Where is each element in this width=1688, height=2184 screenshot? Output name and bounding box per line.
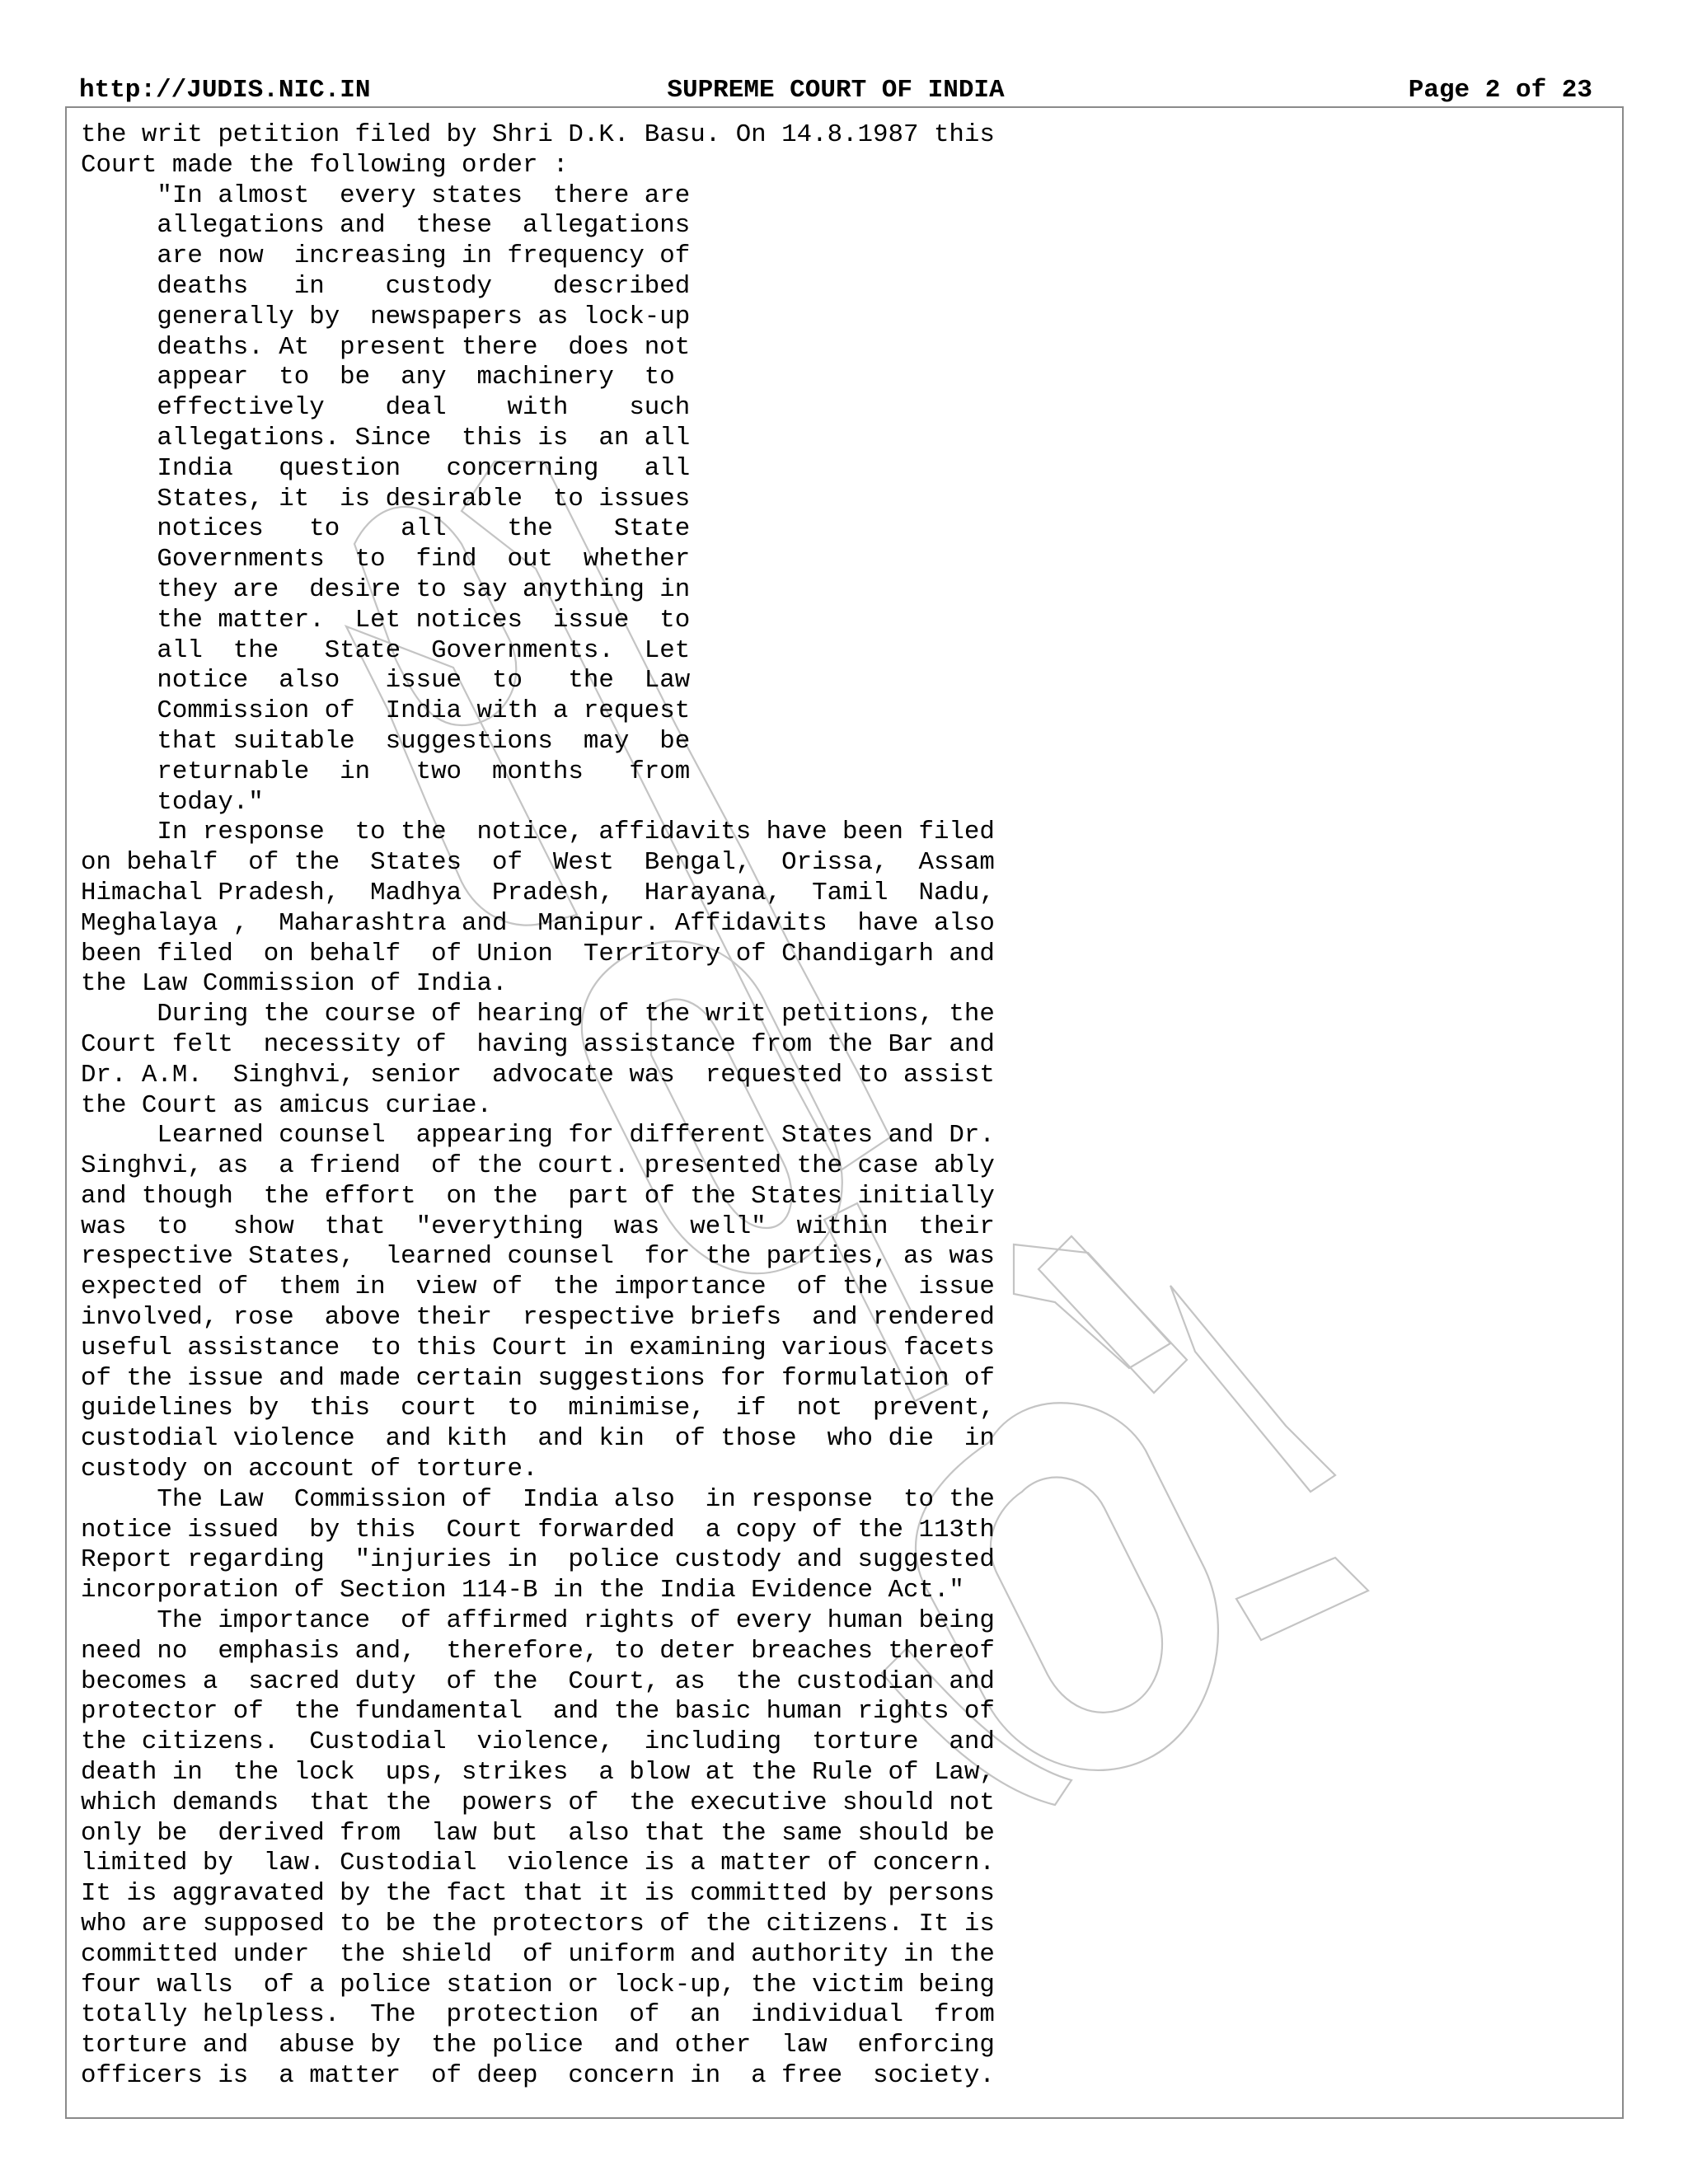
text-line: today." <box>81 787 264 817</box>
text-line: Governments to find out whether <box>81 545 691 574</box>
text-line: The Law Commission of India also in response to the <box>81 1484 995 1514</box>
text-line: During the course of hearing of the writ petitions, the <box>81 1000 995 1029</box>
text-line: who are supposed to be the protectors of the citizens. It is <box>81 1910 995 1939</box>
text-line: need no emphasis and, therefore, to deter breaches thereof <box>81 1636 995 1666</box>
court-title: SUPREME COURT OF INDIA <box>667 76 1005 105</box>
text-line: the Law Commission of India. <box>81 969 508 999</box>
text-line: deaths. At present there does not <box>81 332 691 362</box>
page-header <box>79 74 1592 107</box>
text-line: incorporation of Section 114-B in the India Evidence Act." <box>81 1576 964 1605</box>
text-line: the citizens. Custodial violence, including torture and <box>81 1727 995 1757</box>
text-line: involved, rose above their respective briefs and rendered <box>81 1303 995 1333</box>
text-line: committed under the shield of uniform and authority in the <box>81 1939 995 1969</box>
text-line: Dr. A.M. Singhvi, senior advocate was requested to assist <box>81 1060 995 1090</box>
text-line: the Court as amicus curiae. <box>81 1090 492 1120</box>
text-line: Report regarding "injuries in police custody and suggested <box>81 1545 995 1575</box>
text-line: The importance of affirmed rights of every human being <box>81 1606 995 1636</box>
text-line: Meghalaya , Maharashtra and Manipur. Affidavits have also <box>81 908 995 938</box>
text-line: guidelines by this court to minimise, if not prevent, <box>81 1394 995 1423</box>
text-line: the matter. Let notices issue to <box>81 605 691 635</box>
text-line: death in the lock ups, strikes a blow at the Rule of Law, <box>81 1758 995 1788</box>
text-line: Learned counsel appearing for different States and Dr. <box>81 1121 995 1151</box>
text-line: was to show that "everything was well" within their <box>81 1212 995 1241</box>
text-line: becomes a sacred duty of the Court, as the custodian and <box>81 1666 995 1696</box>
text-line: protector of the fundamental and the basic human rights of <box>81 1697 995 1727</box>
text-line: India question concerning all <box>81 453 691 483</box>
text-line: the writ petition filed by Shri D.K. Basu. On 14.8.1987 this <box>81 120 995 149</box>
judgment-text <box>81 120 1103 2092</box>
text-line: expected of them in view of the importance of the issue <box>81 1272 995 1302</box>
text-line: limited by law. Custodial violence is a matter of concern. <box>81 1849 995 1878</box>
text-line: officers is a matter of deep concern in a free society. <box>81 2061 995 2090</box>
text-line: effectively deal with such <box>81 393 691 423</box>
text-line: returnable in two months from <box>81 757 691 786</box>
source-url: http://JUDIS.NIC.IN <box>79 76 371 105</box>
text-line: notice issued by this Court forwarded a copy of the 113th <box>81 1515 995 1544</box>
text-line: In response to the notice, affidavits have been filed <box>81 818 995 847</box>
text-line: totally helpless. The protection of an individual from <box>81 2000 995 2030</box>
text-line: of the issue and made certain suggestions for formulation of <box>81 1363 995 1393</box>
text-line: notices to all the State <box>81 514 691 544</box>
text-line: appear to be any machinery to <box>81 363 675 392</box>
page-number: Page 2 of 23 <box>1408 76 1592 105</box>
text-line: that suitable suggestions may be <box>81 726 691 756</box>
text-line: Singhvi, as a friend of the court. presented the case ably <box>81 1151 995 1181</box>
text-line: useful assistance to this Court in examining various facets <box>81 1333 995 1362</box>
text-line: respective States, learned counsel for the parties, as was <box>81 1242 995 1272</box>
text-line: four walls of a police station or lock-up, the victim being <box>81 1970 995 1999</box>
text-line: which demands that the powers of the executive should not <box>81 1788 995 1817</box>
text-line: notice also issue to the Law <box>81 666 691 696</box>
text-line: It is aggravated by the fact that it is committed by persons <box>81 1879 995 1909</box>
text-line: Himachal Pradesh, Madhya Pradesh, Harayana, Tamil Nadu, <box>81 878 995 907</box>
text-line: allegations. Since this is an all <box>81 423 691 452</box>
text-line: torture and abuse by the police and other law enforcing <box>81 2031 995 2060</box>
text-line: Court made the following order : <box>81 150 569 180</box>
text-line: allegations and these allegations <box>81 211 691 241</box>
text-line: on behalf of the States of West Bengal, Orissa, Assam <box>81 848 995 878</box>
text-line: deaths in custody described <box>81 271 691 301</box>
text-line: and though the effort on the part of the States initially <box>81 1181 995 1211</box>
text-line: all the State Governments. Let <box>81 635 691 665</box>
text-line: generally by newspapers as lock-up <box>81 302 691 331</box>
text-line: custodial violence and kith and kin of those who die in <box>81 1424 995 1454</box>
text-line: they are desire to say anything in <box>81 574 691 604</box>
text-line: only be derived from law but also that the same should be <box>81 1818 995 1848</box>
text-line: are now increasing in frequency of <box>81 241 691 271</box>
text-line: "In almost every states there are <box>81 180 691 210</box>
text-line: custody on account of torture. <box>81 1455 538 1484</box>
text-line: Court felt necessity of having assistance from the Bar and <box>81 1029 995 1059</box>
text-line: Commission of India with a request <box>81 696 691 726</box>
text-line: States, it is desirable to issues <box>81 484 691 513</box>
text-line: been filed on behalf of Union Territory of Chandigarh and <box>81 939 995 968</box>
